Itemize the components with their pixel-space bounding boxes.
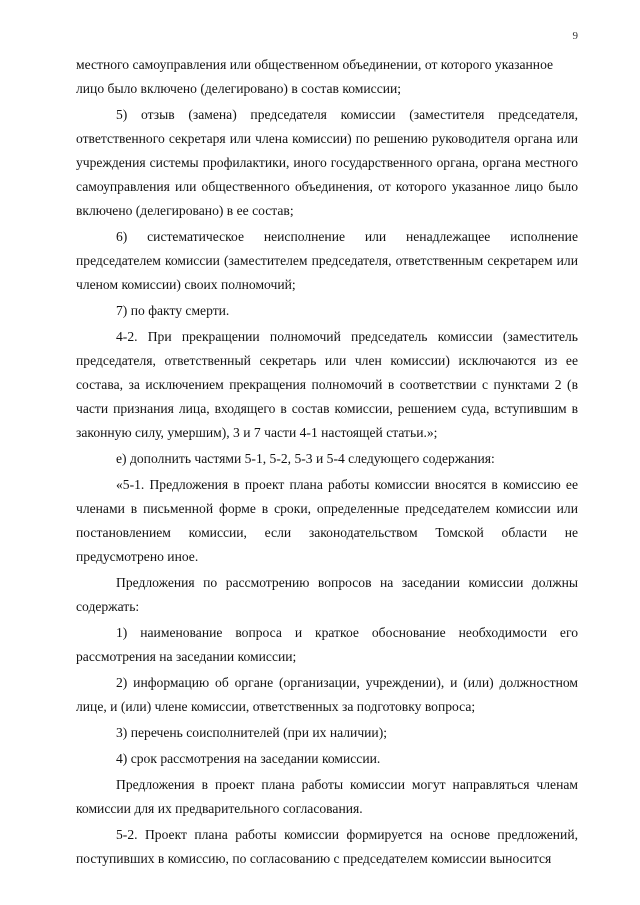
paragraph: 2) информацию об органе (организации, учреждении), и (или) должностном лице, и (или) члене комиссии, ответственных за подготовку вопроса; — [76, 675, 578, 714]
document-body — [76, 53, 578, 873]
paragraph: 6) систематическое неисполнение или ненадлежащее исполнение председателем комиссии (заместителем председателя, ответственным секретарем или членом комиссии) своих полномочий; — [76, 229, 578, 292]
page-number: 9 — [572, 30, 578, 42]
paragraph: 3) перечень соисполнителей (при их наличии); — [116, 725, 388, 740]
paragraph: 1) наименование вопроса и краткое обоснование необходимости его рассмотрения на заседании комиссии; — [76, 625, 578, 664]
paragraph: 5) отзыв (замена) председателя комиссии (заместителя председателя, ответственного секретаря или члена комиссии) по решению руководителя органа или учреждения системы профилактики, иного государственного органа, органа местного самоуправления или общественного объединения, от которого указанное лицо было включено (делегировано) в ее состав; — [76, 107, 578, 218]
paragraph: «5-1. Предложения в проект плана работы комиссии вносятся в комиссию ее членами в письменной форме в сроки, определенные председателем комиссии или постановлением комиссии, если законодательством Томской области не предусмотрено иное. — [76, 477, 578, 564]
paragraph: 4-2. При прекращении полномочий председатель комиссии (заместитель председателя, ответственный секретарь или член комиссии) исключаются из ее состава, за исключением прекращения полномочий в соответствии с пунктами 2 (в части признания лица, входящего в состав комиссии, решением суда, вступившим в законную силу, умершим), 3 и 7 части 4-1 настоящей статьи.»; — [76, 329, 578, 440]
paragraph: 5-2. Проект плана работы комиссии формируется на основе предложений, поступивших в комиссию, по согласованию с председателем комиссии выносится — [76, 827, 578, 866]
paragraph: 4) срок рассмотрения на заседании комиссии. — [116, 751, 381, 766]
paragraph: местного самоуправления или общественном объединении, от которого указанное лицо было включено (делегировано) в состав комиссии; — [76, 57, 554, 96]
paragraph: е) дополнить частями 5-1, 5-2, 5-3 и 5-4 следующего содержания: — [116, 451, 495, 466]
paragraph: Предложения в проект плана работы комиссии могут направляться членам комиссии для их предварительного согласования. — [76, 777, 578, 816]
paragraph: 7) по факту смерти. — [116, 303, 230, 318]
paragraph: Предложения по рассмотрению вопросов на заседании комиссии должны содержать: — [76, 575, 578, 614]
